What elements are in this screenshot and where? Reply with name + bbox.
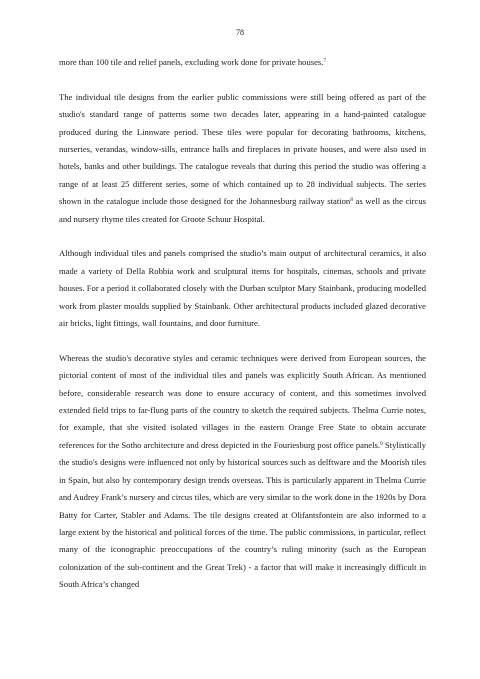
- footnote-ref-9: 9: [379, 440, 383, 447]
- paragraph-4-text-b: Stylistically the studio's designs were influenced not only by historical sources such as delftware and the Moorish tiles in Spain, but also by contemporary design trends overseas. This is particularly apparent in Thelma Currie and Audrey Frank’s nursery and circus tiles, which are very similar to the work done in the 1920s by Dora Batty for Carter, Stabler and Adams. The tile designs created at Olifantsfontein are also informed to a large extent by the historical and political forces of the time. The public commissions, in particular, reflect many of the iconographic preoccupations of the country’s ruling minority (such as the European colonization of the sub-continent and the Great Trek) - a factor that will make it increasingly difficult in South Africa’s changed: [59, 439, 426, 590]
- paragraph-1: [59, 54, 426, 71]
- paragraph-2-text-b: as well as the circus and nursery rhyme tiles created for Groote Schuur Hospital.: [59, 196, 427, 224]
- paragraph-1-text: more than 100 tile and relief panels, excluding work done for private houses.: [59, 57, 324, 67]
- body-text: [59, 54, 426, 611]
- footnote-ref-8: 8: [350, 197, 353, 204]
- paragraph-3: Although individual tiles and panels comprised the studio’s main output of architectural ceramics, it also made a variety of Della Robbia work and sculptural items for hospitals, cinemas, schools and private houses. For a period it collaborated closely with the Durban sculptor Mary Stainbank, producing modelled work from plaster moulds supplied by Stainbank. Other architectural products included glazed decorative air bricks, light fittings, wall fountains, and door furniture.: [59, 248, 426, 329]
- paragraph-4-text-a: Whereas the studio's decorative styles and ceramic techniques were derived from European sources, the pictorial content of most of the individual tiles and panels was explicitly South African. As mentioned before, considerable research was done to ensure accuracy of content, and this sometimes involved extended field trips to far-flung parts of the country to sketch the required subjects. Thelma Currie notes, for example, that she visited isolated villages in the eastern Orange Free State to obtain accurate references for the Sotho architecture and dress depicted in the Fouriesburg post office panels.: [59, 352, 426, 450]
- page-number: 78: [236, 28, 244, 37]
- paragraph-4: [59, 350, 426, 594]
- footnote-ref-7: 7: [323, 58, 327, 64]
- paragraph-2-text-a: The individual tile designs from the earlier public commissions were still being offered as part of the studio's standard range of patterns some two decades later, appearing in a hand-painted catalogue produced during the Linnware period. These tiles were popular for decorating bathrooms, kitchens, nurseries, verandas, window-sills, entrance halls and fireplaces in private houses, and were also used in hotels, banks and other buildings. The catalogue reveals that during this period the studio was offering a range of at least 25 different series, some of which contained up to 28 individual subjects. The series shown in the catalogue include those designed for the Johannesburg railway station: [59, 91, 426, 207]
- paragraph-2: [59, 89, 426, 228]
